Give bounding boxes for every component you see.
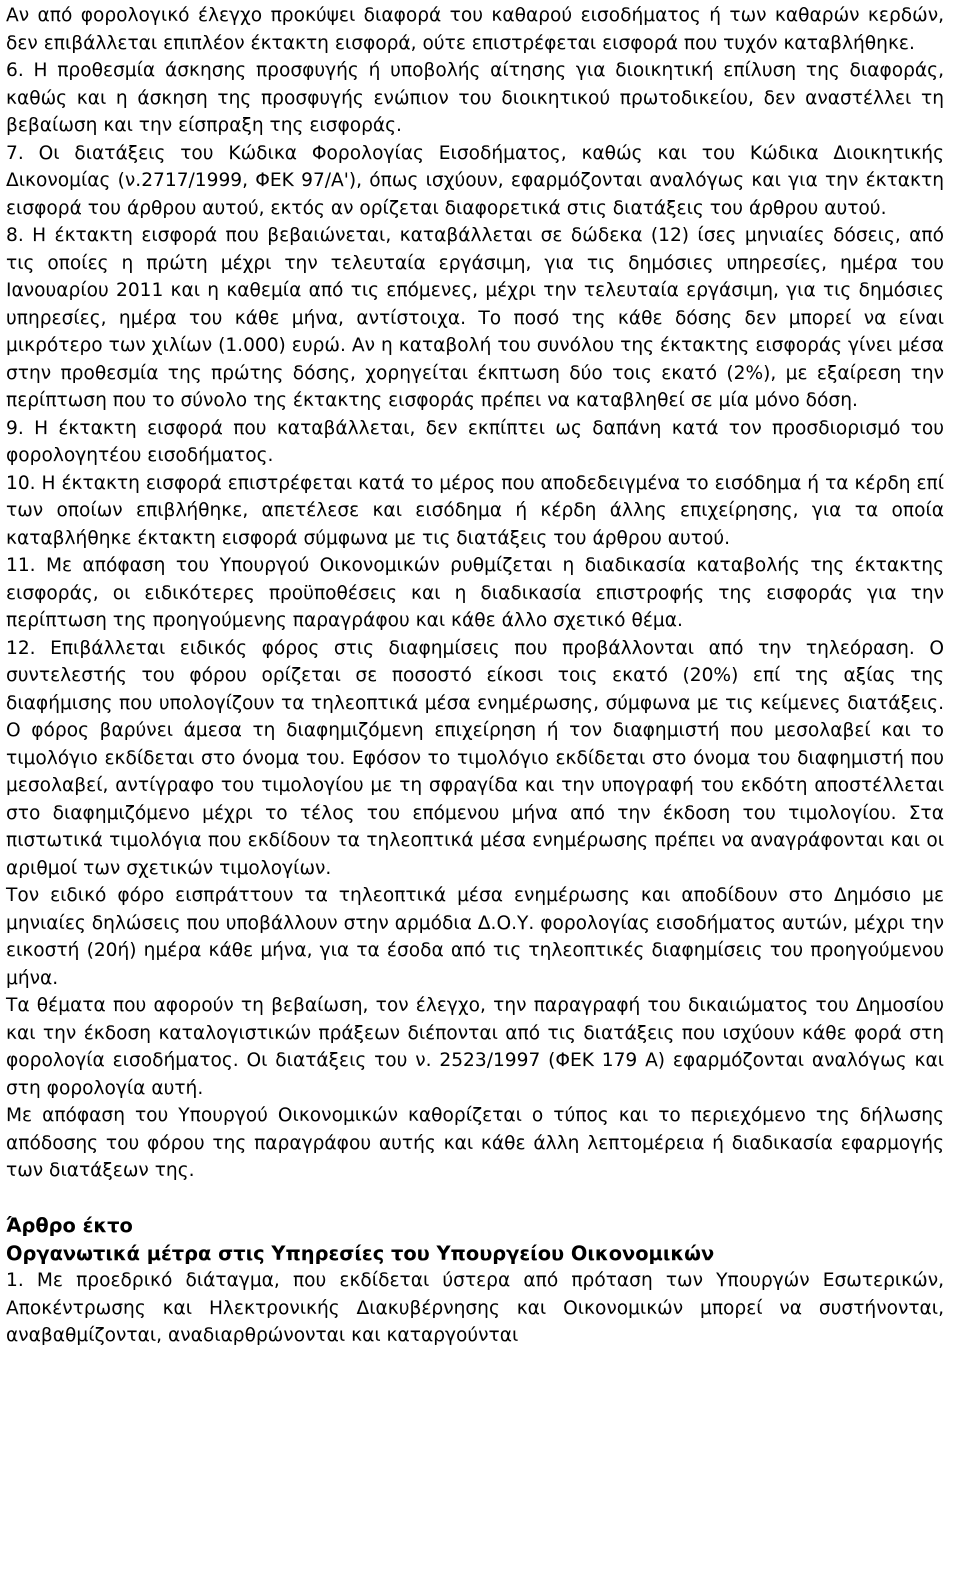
article-title: Άρθρο έκτο (6, 1214, 133, 1237)
paragraph-12-procedures: Τα θέματα που αφορούν τη βεβαίωση, τον έλεγχο, την παραγραφή του δικαιώματος του Δημοσίου και την έκδοση καταλογιστικών πράξεων διέπονται από τις διατάξεις που ισχύουν κάθε φορά στη φορολογία εισοδήματος. Οι διατάξεις του ν. 2523/1997 (ΦΕΚ 179 Α) εφαρμόζονται αναλόγως και στη φορολογία αυτή. (6, 995, 944, 1099)
section-spacer (6, 1185, 944, 1213)
paragraph-10: 10. Η έκτακτη εισφορά επιστρέφεται κατά το μέρος που αποδεδειγμένα το εισόδημα ή τα κέρδη επί των οποίων επιβλήθηκε, απετέλεσε και εισόδημα ή κέρδη άλλης επιχείρησης, για τα οποία καταβλήθηκε έκτακτη εισφορά σύμφωνα με τις διατάξεις του άρθρου αυτού. (6, 472, 944, 549)
paragraph-5-continuation: Αν από φορολογικό έλεγχο προκύψει διαφορά του καθαρού εισοδήματος ή των καθαρών κερδών, δεν επιβάλλεται επιπλέον έκτακτη εισφορά, ούτε επιστρέφεται εισφορά που τυχόν καταβλήθηκε. (6, 5, 944, 54)
paragraph-12-collection: Τον ειδικό φόρο εισπράττουν τα τηλεοπτικά μέσα ενημέρωσης και αποδίδουν στο Δημόσιο με μηνιαίες δηλώσεις που υποβάλλουν στην αρμόδια Δ.Ο.Υ. φορολογίας εισοδήματος αυτών, μέχρι την εικοστή (20ή) ημέρα κάθε μήνα, για τα έσοδα από τις τηλεοπτικές διαφημίσεις του προηγούμενου μήνα. (6, 885, 944, 989)
paragraph-11: 11. Με απόφαση του Υπουργού Οικονομικών ρυθμίζεται η διαδικασία καταβολής της έκτακτης εισφοράς, οι ειδικότερες προϋποθέσεις και η διαδικασία επιστροφής της εισφοράς για την περίπτωση της προηγούμενης παραγράφου και κάθε άλλο σχετικό θέμα. (6, 555, 944, 631)
paragraph-12-ministerial-decision: Με απόφαση του Υπουργού Οικονομικών καθορίζεται ο τύπος και το περιεχόμενο της δήλωσης απόδοσης του φόρου της παραγράφου αυτής και κάθε άλλη λεπτομέρεια ή διαδικασία εφαρμογής των διατάξεων της. (6, 1105, 944, 1181)
article-subtitle: Οργανωτικά μέτρα στις Υπηρεσίες του Υπουργείου Οικονομικών (6, 1241, 715, 1265)
article-paragraph-1: 1. Με προεδρικό διάταγμα, που εκδίδεται ύστερα από πρόταση των Υπουργών Εσωτερικών, Αποκέντρωσης και Ηλεκτρονικής Διακυβέρνησης και Οικονομικών μπορεί να συστήνονται, αναβαθμίζονται, αναδιαρθρώνονται και καταργούνται (6, 1270, 944, 1346)
paragraph-12: 12. Επιβάλλεται ειδικός φόρος στις διαφημίσεις που προβάλλονται από την τηλεόραση. Ο συντελεστής του φόρου ορίζεται σε ποσοστό είκοσι τοις εκατό (20%) επί της αξίας της διαφήμισης που υπολογίζουν τα τηλεοπτικά μέσα ενημέρωσης, σύμφωνα με τις κείμενες διατάξεις. Ο φόρος βαρύνει άμεσα τη διαφημιζόμενη επιχείρηση ή τον διαφημιστή που μεσολαβεί και το τιμολόγιο εκδίδεται στο όνομα του. Εφόσον το τιμολόγιο εκδίδεται στο όνομα του διαφημιστή που μεσολαβεί, αντίγραφο του τιμολογίου με τη σφραγίδα και την υπογραφή του εκδότη αποστέλλεται στο διαφημιζόμενο μέχρι το τέλος του επόμενου μήνα από την έκδοση του τιμολογίου. Στα πιστωτικά τιμολόγια που εκδίδουν τα τηλεοπτικά μέσα ενημέρωσης πρέπει να αναγράφονται και οι αριθμοί των σχετικών τιμολογίων. (6, 637, 944, 879)
paragraph-9: 9. Η έκτακτη εισφορά που καταβάλλεται, δεν εκπίπτει ως δαπάνη κατά τον προσδιορισμό του φορολογητέου εισοδήματος. (6, 417, 944, 466)
document-page (6, 2, 944, 1350)
paragraph-7: 7. Οι διατάξεις του Κώδικα Φορολογίας Εισοδήματος, καθώς και του Κώδικα Διοικητικής Δικονομίας (ν.2717/1999, ΦΕΚ 97/Α'), όπως ισχύουν, εφαρμόζονται αναλόγως και για την έκτακτη εισφορά του άρθρου αυτού, εκτός αν ορίζεται διαφορετικά στις διατάξεις του άρθρου αυτού. (6, 142, 944, 219)
paragraph-8: 8. Η έκτακτη εισφορά που βεβαιώνεται, καταβάλλεται σε δώδεκα (12) ίσες μηνιαίες δόσεις, από τις οποίες η πρώτη μέχρι την τελευταία εργάσιμη, για τις δημόσιες υπηρεσίες, ημέρα του Ιανουαρίου 2011 και η καθεμία από τις επόμενες, μέχρι την τελευταία εργάσιμη, για τις δημόσιες υπηρεσίες, ημέρα του κάθε μήνα, αντίστοιχα. Το ποσό της κάθε δόσης δεν μπορεί να είναι μικρότερο των χιλίων (1.000) ευρώ. Αν η καταβολή του συνόλου της έκτακτης εισφοράς γίνει μέσα στην προθεσμία της πρώτης δόσης, χορηγείται έκπτωση δύο τοις εκατό (2%), με εξαίρεση την περίπτωση που το σύνολο της έκτακτης εισφοράς πρέπει να καταβληθεί σε μία μόνο δόση. (6, 225, 944, 411)
paragraph-6: 6. Η προθεσμία άσκησης προσφυγής ή υποβολής αίτησης για διοικητική επίλυση της διαφοράς, καθώς και η άσκηση της προσφυγής ενώπιον του διοικητικού πρωτοδικείου, δεν αναστέλλει τη βεβαίωση και την είσπραξη της εισφοράς. (6, 60, 944, 136)
